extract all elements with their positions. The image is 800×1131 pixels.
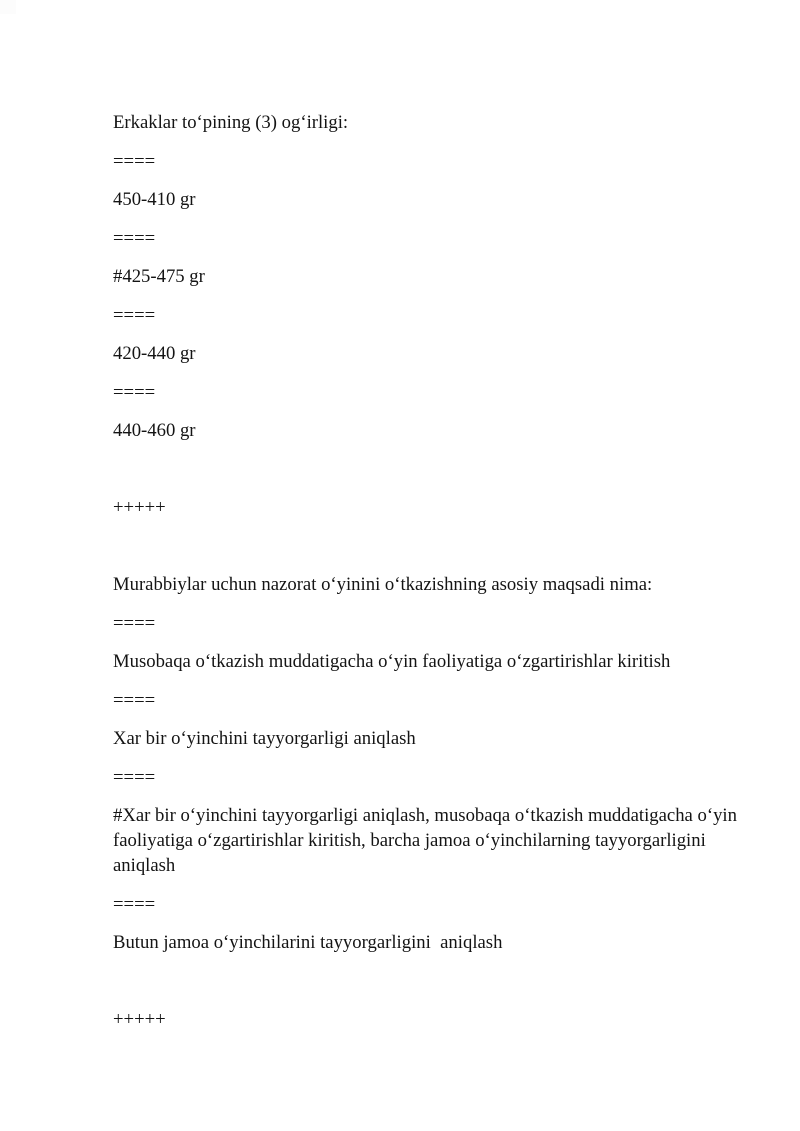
answer-separator: ==== [113, 304, 156, 326]
blank-line [113, 969, 745, 994]
question-text: Murabbiylar uchun nazorat o‘yinini o‘tkazishning asosiy maqsadi nima: [113, 574, 653, 595]
answer-separator: ==== [113, 612, 156, 634]
answer-option: 440-460 gr [113, 420, 196, 441]
answer-separator: ==== [113, 893, 156, 915]
blank-line [113, 534, 745, 559]
answer-option: #425-475 gr [113, 266, 205, 287]
answer-separator: ==== [113, 766, 156, 788]
blank-line [113, 457, 745, 482]
question-block-divider: +++++ [113, 497, 166, 518]
answer-option: Butun jamoa o‘yinchilarini tayyorgarligini aniqlash [113, 932, 503, 953]
answer-separator: ==== [113, 689, 156, 711]
question-block-divider: +++++ [113, 1009, 166, 1030]
answer-separator: ==== [113, 227, 156, 249]
answer-separator: ==== [113, 381, 156, 403]
answer-option: #Xar bir o‘yinchini tayyorgarligi aniqlash, musobaqa o‘tkazish muddatigacha o‘yin faoliyatiga o‘zgartirishlar kiritish, barcha jamoa o‘yinchilarning tayyorgarligini aniqlash [113, 805, 742, 876]
answer-option: Musobaqa o‘tkazish muddatigacha o‘yin faoliyatiga o‘zgartirishlar kiritish [113, 651, 671, 672]
answer-separator: ==== [113, 150, 156, 172]
question-text: Erkaklar to‘pining (3) og‘irligi: [113, 112, 349, 133]
answer-option: 420-440 gr [113, 343, 196, 364]
answer-option: 450-410 gr [113, 189, 196, 210]
answer-option: Xar bir o‘yinchini tayyorgarligi aniqlash [113, 728, 416, 749]
